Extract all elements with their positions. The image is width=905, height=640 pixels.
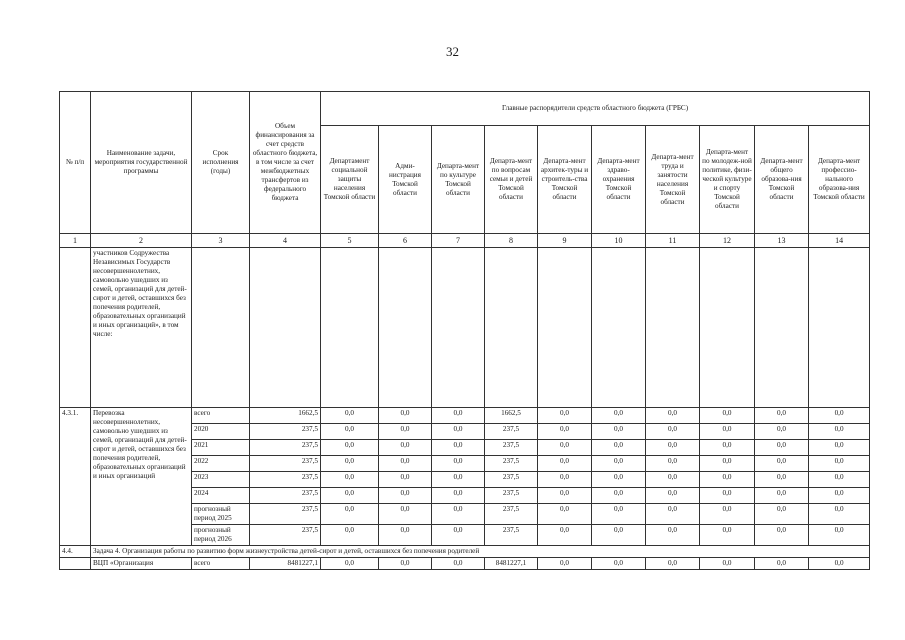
cell-value: 0,0 xyxy=(809,456,870,472)
row-period: 2021 xyxy=(192,440,250,456)
column-number: 11 xyxy=(646,234,700,248)
cell-value: 0,0 xyxy=(592,456,646,472)
column-number: 5 xyxy=(321,234,379,248)
cell-value: 0,0 xyxy=(592,504,646,525)
cell-value: 0,0 xyxy=(809,472,870,488)
row-volume: 237,5 xyxy=(250,424,321,440)
cell-value: 0,0 xyxy=(700,504,755,525)
cell-value: 0,0 xyxy=(646,488,700,504)
cell-value: 8481227,1 xyxy=(485,558,538,570)
cell-value: 0,0 xyxy=(700,440,755,456)
column-number-row xyxy=(60,234,870,248)
cell-value: 0,0 xyxy=(592,472,646,488)
cell-value: 237,5 xyxy=(485,456,538,472)
cell-value: 0,0 xyxy=(755,558,809,570)
cell-value: 237,5 xyxy=(485,440,538,456)
cell-value: 0,0 xyxy=(538,408,592,424)
row-name: Перевозка несовершеннолетних, самовольно ушедших из семей, организаций для детей-сирот и детей, оставшихся без попечения родителей, образовательных организаций и иных организаций xyxy=(91,408,192,546)
header-term: Срок исполнения (годы) xyxy=(192,92,250,234)
header-department: Департа-мент архитек-туры и строитель-ства Томской области xyxy=(538,126,592,234)
cell-value: 0,0 xyxy=(379,440,432,456)
cell-value: 0,0 xyxy=(700,488,755,504)
cell-value: 0,0 xyxy=(538,456,592,472)
cell-value: 0,0 xyxy=(646,504,700,525)
cell-value: 0,0 xyxy=(809,408,870,424)
cell-value: 0,0 xyxy=(592,424,646,440)
row-volume: 237,5 xyxy=(250,525,321,546)
cell-value: 0,0 xyxy=(538,440,592,456)
task-text: Задача 4. Организация работы по развитию форм жизнеустройства детей-сирот и детей, оставшихся без попечения родителей xyxy=(91,546,870,558)
cell-value: 0,0 xyxy=(755,504,809,525)
row-volume: 237,5 xyxy=(250,456,321,472)
header-grbs: Главные распорядители средств областного бюджета (ГРБС) xyxy=(321,92,870,126)
cell-value: 0,0 xyxy=(755,424,809,440)
cell-value: 0,0 xyxy=(379,472,432,488)
cell-value: 0,0 xyxy=(321,424,379,440)
budget-table xyxy=(59,91,870,570)
cell-value: 0,0 xyxy=(432,525,485,546)
row-period: всего xyxy=(192,558,250,570)
cell-value: 0,0 xyxy=(592,488,646,504)
header-department: Департа-мент здраво-охранения Томской области xyxy=(592,126,646,234)
cell-value: 0,0 xyxy=(321,408,379,424)
table-row xyxy=(60,408,870,424)
cell-value: 0,0 xyxy=(321,558,379,570)
cell-value: 0,0 xyxy=(432,558,485,570)
cell-value: 0,0 xyxy=(321,440,379,456)
column-number: 2 xyxy=(91,234,192,248)
cell-value: 0,0 xyxy=(809,424,870,440)
header-department: Департа-мент по молодеж-ной политике, физи-ческой культуре и спорту Томской области xyxy=(700,126,755,234)
cell-value: 0,0 xyxy=(379,525,432,546)
cell-value: 0,0 xyxy=(700,525,755,546)
column-number: 3 xyxy=(192,234,250,248)
cell-value: 237,5 xyxy=(485,504,538,525)
cell-value: 0,0 xyxy=(755,488,809,504)
cell-value: 0,0 xyxy=(538,558,592,570)
row-volume: 8481227,1 xyxy=(250,558,321,570)
cell-value: 237,5 xyxy=(485,472,538,488)
cell-value: 0,0 xyxy=(321,456,379,472)
cell-value: 0,0 xyxy=(321,472,379,488)
cell-value: 0,0 xyxy=(432,456,485,472)
cell-value: 0,0 xyxy=(755,456,809,472)
column-number: 9 xyxy=(538,234,592,248)
column-number: 4 xyxy=(250,234,321,248)
header-department: Департа-мент профессио-нального образова-ния Томской области xyxy=(809,126,870,234)
header-num: № п/п xyxy=(60,92,91,234)
cell-value: 0,0 xyxy=(379,424,432,440)
continuation-text: участников Содружества Независимых Государств несовершеннолетних, самовольно ушедших из семей, организаций для детей-сирот и детей, оставшихся без попечения родителей, образовательных организаций и иных организаций», в том числе: xyxy=(91,248,192,408)
row-period: прогнозный период 2026 xyxy=(192,525,250,546)
header-department: Департа-мент общего образова-ния Томской области xyxy=(755,126,809,234)
cell-value: 0,0 xyxy=(432,504,485,525)
row-name: ВЦП «Организация xyxy=(91,558,192,570)
cell-value: 0,0 xyxy=(755,472,809,488)
cell-value: 0,0 xyxy=(809,558,870,570)
cell-value: 0,0 xyxy=(432,488,485,504)
cell-value: 0,0 xyxy=(646,472,700,488)
row-volume: 1662,5 xyxy=(250,408,321,424)
cell-value: 0,0 xyxy=(755,440,809,456)
header-volume: Объем финансирования за счет средств областного бюджета, в том числе за счет межбюджетных трансфертов из федерального бюджета xyxy=(250,92,321,234)
column-number: 8 xyxy=(485,234,538,248)
cell-value: 0,0 xyxy=(538,525,592,546)
cell-value: 0,0 xyxy=(755,408,809,424)
column-number: 6 xyxy=(379,234,432,248)
row-period: 2023 xyxy=(192,472,250,488)
header-department: Департа-мент по вопросам семьи и детей Томской области xyxy=(485,126,538,234)
cell-value: 0,0 xyxy=(755,525,809,546)
cell-value: 0,0 xyxy=(809,525,870,546)
cell-value: 0,0 xyxy=(809,504,870,525)
cell-value: 0,0 xyxy=(379,408,432,424)
row-period: всего xyxy=(192,408,250,424)
cell-value: 237,5 xyxy=(485,424,538,440)
cell-value: 0,0 xyxy=(700,472,755,488)
cell-value: 0,0 xyxy=(321,488,379,504)
header-department: Департа-мент труда и занятости населения Томской области xyxy=(646,126,700,234)
cell-value: 0,0 xyxy=(538,424,592,440)
cell-value: 0,0 xyxy=(432,408,485,424)
column-number: 1 xyxy=(60,234,91,248)
cell-value: 237,5 xyxy=(485,488,538,504)
page-number: 32 xyxy=(446,44,459,59)
table-row xyxy=(60,558,870,570)
cell-value: 0,0 xyxy=(321,504,379,525)
cell-value: 0,0 xyxy=(321,525,379,546)
cell-value: 1662,5 xyxy=(485,408,538,424)
row-volume: 237,5 xyxy=(250,472,321,488)
row-period: 2024 xyxy=(192,488,250,504)
cell-value: 0,0 xyxy=(592,408,646,424)
cell-value: 0,0 xyxy=(700,558,755,570)
row-period: 2022 xyxy=(192,456,250,472)
row-volume: 237,5 xyxy=(250,440,321,456)
cell-value: 0,0 xyxy=(379,488,432,504)
cell-value: 0,0 xyxy=(432,472,485,488)
cell-value: 0,0 xyxy=(646,456,700,472)
header-department: Департа-мент по культуре Томской области xyxy=(432,126,485,234)
row-volume: 237,5 xyxy=(250,488,321,504)
row-volume: 237,5 xyxy=(250,504,321,525)
column-number: 7 xyxy=(432,234,485,248)
cell-value: 0,0 xyxy=(646,424,700,440)
cell-value: 0,0 xyxy=(809,488,870,504)
task-number: 4.4. xyxy=(60,546,91,558)
row-period: 2020 xyxy=(192,424,250,440)
cell-value: 0,0 xyxy=(538,488,592,504)
cell-value: 0,0 xyxy=(700,424,755,440)
cell-value: 0,0 xyxy=(432,440,485,456)
header-department: Адми-нистрация Томской области xyxy=(379,126,432,234)
cell-value: 0,0 xyxy=(379,456,432,472)
column-number: 12 xyxy=(700,234,755,248)
cell-value: 0,0 xyxy=(646,408,700,424)
cell-value: 237,5 xyxy=(485,525,538,546)
cell-value: 0,0 xyxy=(646,525,700,546)
cell-value: 0,0 xyxy=(592,558,646,570)
cell-value: 0,0 xyxy=(538,472,592,488)
cell-value: 0,0 xyxy=(592,525,646,546)
task-row xyxy=(60,546,870,558)
cell-value: 0,0 xyxy=(700,408,755,424)
cell-value: 0,0 xyxy=(646,558,700,570)
cell-value: 0,0 xyxy=(809,440,870,456)
row-period: прогнозный период 2025 xyxy=(192,504,250,525)
cell-value: 0,0 xyxy=(379,558,432,570)
column-number: 13 xyxy=(755,234,809,248)
cell-value: 0,0 xyxy=(379,504,432,525)
header-name: Наименование задачи, мероприятия государственной программы xyxy=(91,92,192,234)
column-number: 14 xyxy=(809,234,870,248)
header-department: Департамент социальной защиты населения Томской области xyxy=(321,126,379,234)
cell-value: 0,0 xyxy=(592,440,646,456)
cell-value: 0,0 xyxy=(432,424,485,440)
row-number: 4.3.1. xyxy=(60,408,91,546)
continuation-row xyxy=(60,248,870,408)
cell-value: 0,0 xyxy=(700,456,755,472)
cell-value: 0,0 xyxy=(538,504,592,525)
column-number: 10 xyxy=(592,234,646,248)
cell-value: 0,0 xyxy=(646,440,700,456)
